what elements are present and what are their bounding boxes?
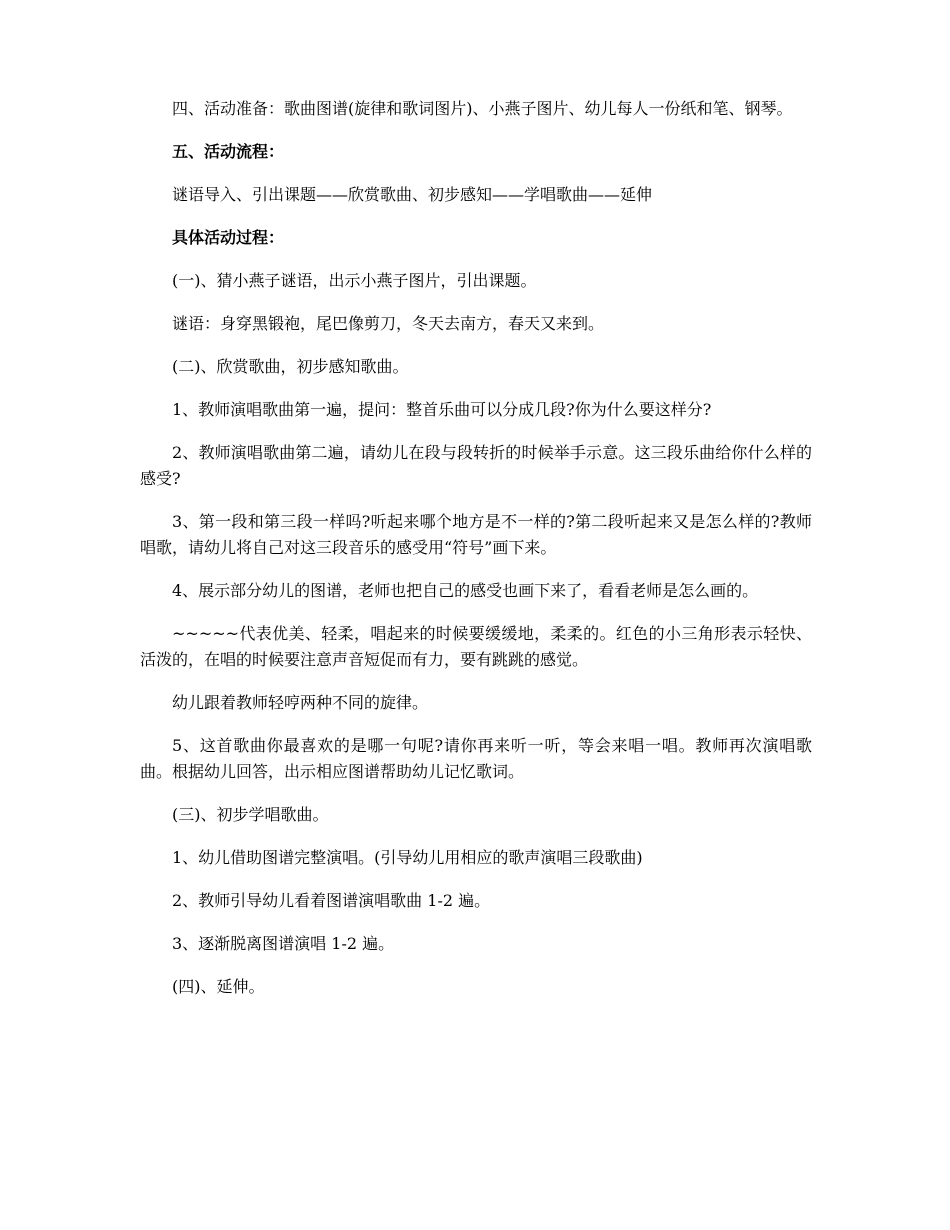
paragraph-step-three: (三)、初步学唱歌曲。 bbox=[172, 805, 329, 824]
paragraph-item-4: 4、展示部分幼儿的图谱，老师也把自己的感受也画下来了，看看老师是怎么画的。 bbox=[172, 581, 759, 600]
paragraph-step-one: (一)、猜小燕子谜语，出示小燕子图片，引出课题。 bbox=[172, 271, 537, 290]
heading-activity-process: 具体活动过程： bbox=[172, 228, 285, 247]
paragraph-item-2: 2、教师演唱歌曲第二遍，请幼儿在段与段转折的时候举手示意。这三段乐曲给你什么样的感受? bbox=[140, 443, 812, 488]
paragraph-symbol-explanation: ~~~~~代表优美、轻柔，唱起来的时候要缓缓地，柔柔的。红色的小三角形表示轻快、活泼的，在唱的时候要注意声音短促而有力，要有跳跳的感觉。 bbox=[140, 624, 812, 669]
paragraph-sing-item-3: 3、逐渐脱离图谱演唱 1-2 遍。 bbox=[172, 934, 395, 953]
paragraph-item-5: 5、这首歌曲你最喜欢的是哪一句呢?请你再来听一听，等会来唱一唱。教师再次演唱歌曲。根据幼儿回答，出示相应图谱帮助幼儿记忆歌词。 bbox=[140, 736, 812, 781]
paragraph-materials: 四、活动准备：歌曲图谱(旋律和歌词图片)、小燕子图片、幼儿每人一份纸和笔、钢琴。 bbox=[172, 99, 793, 118]
paragraph-sing-item-1: 1、幼儿借助图谱完整演唱。(引导幼儿用相应的歌声演唱三段歌曲) bbox=[172, 848, 643, 867]
paragraph-item-1: 1、教师演唱歌曲第一遍，提问：整首乐曲可以分成几段?你为什么要这样分? bbox=[172, 400, 712, 419]
paragraph-flow-summary: 谜语导入、引出课题——欣赏歌曲、初步感知——学唱歌曲——延伸 bbox=[172, 185, 653, 204]
document-page bbox=[140, 96, 812, 1017]
paragraph-riddle: 谜语：身穿黑锻袍，尾巴像剪刀，冬天去南方，春天又来到。 bbox=[172, 314, 605, 333]
paragraph-step-two: (二)、欣赏歌曲，初步感知歌曲。 bbox=[172, 357, 409, 376]
paragraph-step-four: (四)、延伸。 bbox=[172, 977, 265, 996]
paragraph-sing-item-2: 2、教师引导幼儿看着图谱演唱歌曲 1-2 遍。 bbox=[172, 891, 491, 910]
paragraph-hum-melody: 幼儿跟着教师轻哼两种不同的旋律。 bbox=[172, 693, 429, 712]
paragraph-item-3: 3、第一段和第三段一样吗?听起来哪个地方是不一样的?第二段听起来又是怎么样的?教师唱歌，请幼儿将自己对这三段音乐的感受用“符号”画下来。 bbox=[140, 512, 812, 557]
heading-activity-flow: 五、活动流程： bbox=[172, 142, 285, 161]
